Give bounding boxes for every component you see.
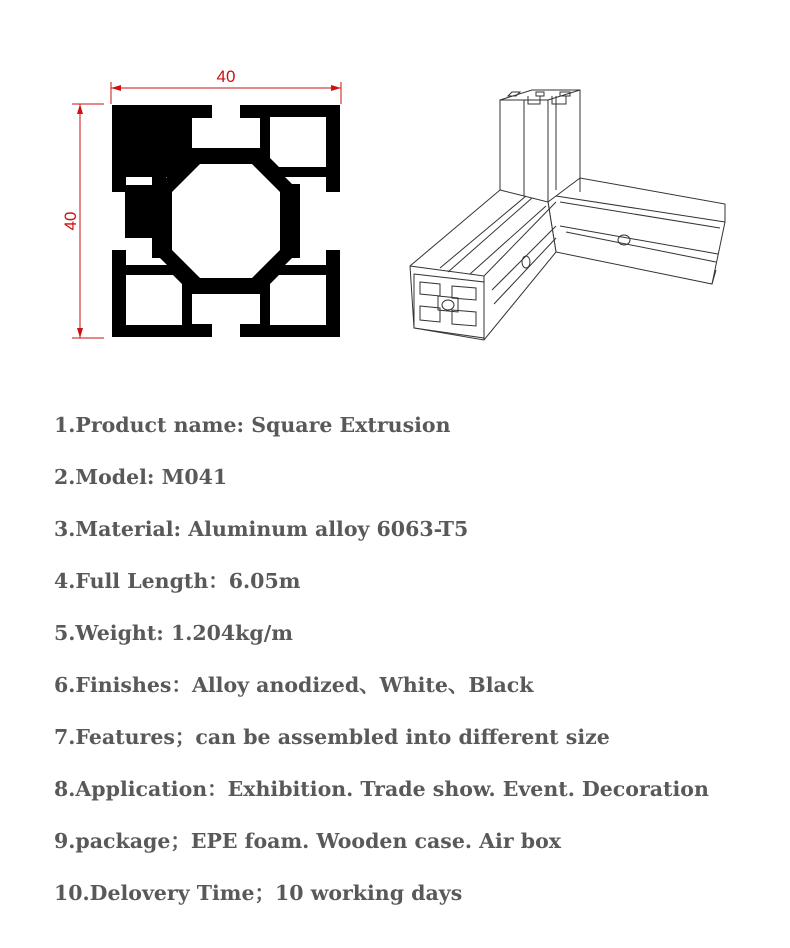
profile-cross-section (112, 105, 340, 337)
spec-list (54, 407, 774, 927)
spec-finishes: 6.Finishes：Alloy anodized、White、Black (54, 673, 534, 697)
spec-material: 3.Material: Aluminum alloy 6063-T5 (54, 517, 469, 541)
spec-full-length: 4.Full Length：6.05m (54, 569, 301, 593)
width-dimension (111, 67, 341, 104)
spec-weight: 5.Weight: 1.204kg/m (54, 621, 293, 645)
spec-product-name: 1.Product name: Square Extrusion (54, 413, 451, 437)
spec-delivery-time: 10.Delovery Time；10 working days (54, 881, 463, 905)
height-dimension (61, 104, 104, 338)
spec-model: 2.Model: M041 (54, 465, 228, 489)
product-drawing (0, 0, 790, 390)
corner-assembly-illustration (410, 90, 725, 340)
spec-features: 7.Features；can be assembled into different size (54, 725, 610, 749)
height-dimension-label: 40 (61, 211, 80, 231)
drawing-canvas (0, 0, 790, 390)
width-dimension-label: 40 (216, 67, 236, 86)
spec-package: 9.package；EPE foam. Wooden case. Air box (54, 829, 562, 853)
spec-application: 8.Application：Exhibition. Trade show. Event. Decoration (54, 777, 709, 801)
